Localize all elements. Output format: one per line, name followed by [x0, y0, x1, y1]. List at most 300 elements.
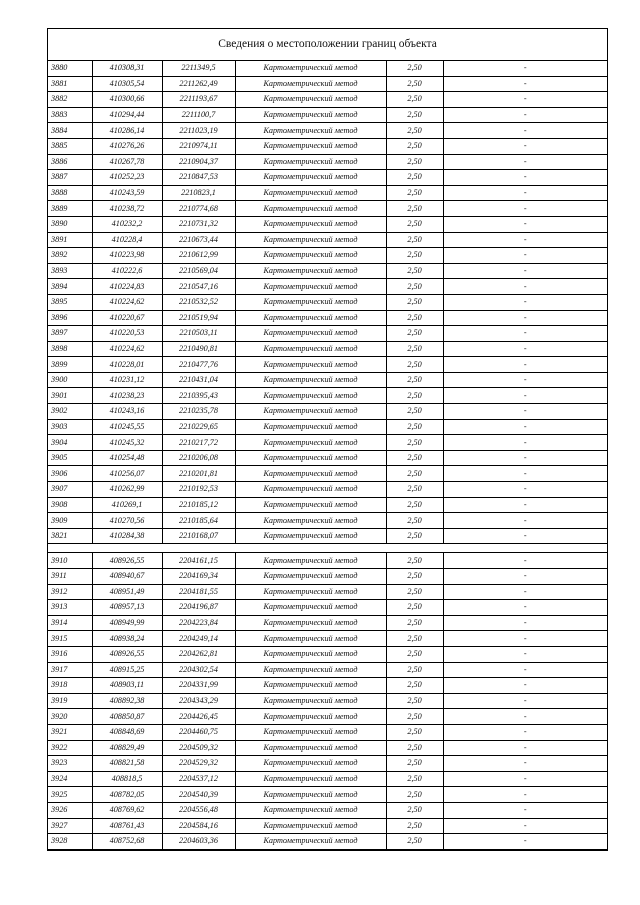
table-row [48, 201, 607, 217]
x-coordinate-cell: 410224,62 [92, 341, 162, 357]
method-cell: Картометрический метод [235, 724, 386, 740]
point-number-cell: 3905 [48, 450, 92, 466]
point-number-cell: 3924 [48, 771, 92, 787]
precision-cell: 2,50 [386, 435, 443, 451]
point-number-cell: 3889 [48, 201, 92, 217]
description-cell: - [443, 92, 607, 108]
table-row [48, 724, 607, 740]
y-coordinate-cell: 2204529,32 [162, 756, 235, 772]
point-number-cell: 3886 [48, 154, 92, 170]
precision-cell: 2,50 [386, 123, 443, 139]
point-number-cell: 3902 [48, 404, 92, 420]
method-cell: Картометрический метод [235, 787, 386, 803]
precision-cell: 2,50 [386, 740, 443, 756]
precision-cell: 2,50 [386, 357, 443, 373]
point-number-cell: 3911 [48, 569, 92, 585]
y-coordinate-cell: 2204161,15 [162, 553, 235, 569]
table-row [48, 600, 607, 616]
description-cell: - [443, 388, 607, 404]
x-coordinate-cell: 408949,99 [92, 615, 162, 631]
y-coordinate-cell: 2204509,32 [162, 740, 235, 756]
method-cell: Картометрический метод [235, 185, 386, 201]
x-coordinate-cell: 410243,59 [92, 185, 162, 201]
point-number-cell: 3882 [48, 92, 92, 108]
table-title: Сведения о местоположении границ объекта [48, 29, 607, 61]
method-cell: Картометрический метод [235, 662, 386, 678]
description-cell: - [443, 294, 607, 310]
precision-cell: 2,50 [386, 497, 443, 513]
method-cell: Картометрический метод [235, 771, 386, 787]
point-number-cell: 3919 [48, 693, 92, 709]
precision-cell: 2,50 [386, 528, 443, 544]
point-number-cell: 3880 [48, 61, 92, 76]
point-number-cell: 3920 [48, 709, 92, 725]
precision-cell: 2,50 [386, 615, 443, 631]
table-row [48, 787, 607, 803]
x-coordinate-cell: 410238,72 [92, 201, 162, 217]
description-cell: - [443, 834, 607, 850]
precision-cell: 2,50 [386, 76, 443, 92]
table-row [48, 419, 607, 435]
precision-cell: 2,50 [386, 232, 443, 248]
point-number-cell: 3821 [48, 528, 92, 544]
table-row [48, 404, 607, 420]
boundary-coordinates-sheet [47, 28, 608, 851]
description-cell: - [443, 326, 607, 342]
method-cell: Картометрический метод [235, 584, 386, 600]
precision-cell: 2,50 [386, 294, 443, 310]
x-coordinate-cell: 410256,07 [92, 466, 162, 482]
y-coordinate-cell: 2204537,12 [162, 771, 235, 787]
x-coordinate-cell: 410276,26 [92, 138, 162, 154]
precision-cell: 2,50 [386, 216, 443, 232]
description-cell: - [443, 232, 607, 248]
table-row [48, 107, 607, 123]
x-coordinate-cell: 408940,67 [92, 569, 162, 585]
description-cell: - [443, 631, 607, 647]
point-number-cell: 3903 [48, 419, 92, 435]
x-coordinate-cell: 408957,13 [92, 600, 162, 616]
table-row [48, 61, 607, 76]
x-coordinate-cell: 408938,24 [92, 631, 162, 647]
description-cell: - [443, 341, 607, 357]
table-row [48, 294, 607, 310]
precision-cell: 2,50 [386, 248, 443, 264]
precision-cell: 2,50 [386, 756, 443, 772]
y-coordinate-cell: 2210395,43 [162, 388, 235, 404]
method-cell: Картометрический метод [235, 154, 386, 170]
description-cell: - [443, 138, 607, 154]
description-cell: - [443, 600, 607, 616]
y-coordinate-cell: 2210192,53 [162, 482, 235, 498]
table-row [48, 341, 607, 357]
method-cell: Картометрический метод [235, 497, 386, 513]
precision-cell: 2,50 [386, 553, 443, 569]
point-number-cell: 3914 [48, 615, 92, 631]
y-coordinate-cell: 2210774,68 [162, 201, 235, 217]
description-cell: - [443, 216, 607, 232]
x-coordinate-cell: 410305,54 [92, 76, 162, 92]
table-row [48, 232, 607, 248]
y-coordinate-cell: 2204302,54 [162, 662, 235, 678]
x-coordinate-cell: 408848,69 [92, 724, 162, 740]
description-cell: - [443, 357, 607, 373]
precision-cell: 2,50 [386, 419, 443, 435]
table-row [48, 553, 607, 569]
method-cell: Картометрический метод [235, 201, 386, 217]
method-cell: Картометрический метод [235, 802, 386, 818]
method-cell: Картометрический метод [235, 404, 386, 420]
y-coordinate-cell: 2210477,76 [162, 357, 235, 373]
method-cell: Картометрический метод [235, 170, 386, 186]
method-cell: Картометрический метод [235, 600, 386, 616]
point-number-cell: 3908 [48, 497, 92, 513]
block-separator-row [48, 544, 607, 553]
precision-cell: 2,50 [386, 513, 443, 529]
table-row [48, 76, 607, 92]
description-cell: - [443, 662, 607, 678]
x-coordinate-cell: 410245,32 [92, 435, 162, 451]
y-coordinate-cell: 2210201,81 [162, 466, 235, 482]
point-number-cell: 3918 [48, 678, 92, 694]
point-number-cell: 3895 [48, 294, 92, 310]
method-cell: Картометрический метод [235, 740, 386, 756]
point-number-cell: 3898 [48, 341, 92, 357]
precision-cell: 2,50 [386, 818, 443, 834]
table-row [48, 326, 607, 342]
precision-cell: 2,50 [386, 569, 443, 585]
precision-cell: 2,50 [386, 787, 443, 803]
method-cell: Картометрический метод [235, 513, 386, 529]
method-cell: Картометрический метод [235, 232, 386, 248]
table-row [48, 482, 607, 498]
table-row [48, 388, 607, 404]
y-coordinate-cell: 2210431,04 [162, 372, 235, 388]
x-coordinate-cell: 408769,62 [92, 802, 162, 818]
point-number-cell: 3906 [48, 466, 92, 482]
y-coordinate-cell: 2210185,64 [162, 513, 235, 529]
y-coordinate-cell: 2204460,75 [162, 724, 235, 740]
y-coordinate-cell: 2204343,29 [162, 693, 235, 709]
table-row [48, 615, 607, 631]
point-number-cell: 3891 [48, 232, 92, 248]
method-cell: Картометрический метод [235, 435, 386, 451]
method-cell: Картометрический метод [235, 372, 386, 388]
x-coordinate-cell: 408951,49 [92, 584, 162, 600]
method-cell: Картометрический метод [235, 263, 386, 279]
table-row [48, 818, 607, 834]
table-row [48, 834, 607, 850]
description-cell: - [443, 740, 607, 756]
point-number-cell: 3917 [48, 662, 92, 678]
x-coordinate-cell: 410252,23 [92, 170, 162, 186]
method-cell: Картометрический метод [235, 248, 386, 264]
point-number-cell: 3894 [48, 279, 92, 295]
description-cell: - [443, 435, 607, 451]
description-cell: - [443, 497, 607, 513]
description-cell: - [443, 569, 607, 585]
point-number-cell: 3923 [48, 756, 92, 772]
method-cell: Картометрический метод [235, 138, 386, 154]
point-number-cell: 3884 [48, 123, 92, 139]
y-coordinate-cell: 2210547,16 [162, 279, 235, 295]
description-cell: - [443, 615, 607, 631]
precision-cell: 2,50 [386, 263, 443, 279]
point-number-cell: 3892 [48, 248, 92, 264]
description-cell: - [443, 693, 607, 709]
y-coordinate-cell: 2210168,07 [162, 528, 235, 544]
description-cell: - [443, 482, 607, 498]
precision-cell: 2,50 [386, 154, 443, 170]
method-cell: Картометрический метод [235, 450, 386, 466]
point-number-cell: 3883 [48, 107, 92, 123]
y-coordinate-cell: 2210904,37 [162, 154, 235, 170]
precision-cell: 2,50 [386, 631, 443, 647]
y-coordinate-cell: 2210974,11 [162, 138, 235, 154]
precision-cell: 2,50 [386, 326, 443, 342]
description-cell: - [443, 372, 607, 388]
x-coordinate-cell: 410228,4 [92, 232, 162, 248]
x-coordinate-cell: 408926,55 [92, 646, 162, 662]
precision-cell: 2,50 [386, 310, 443, 326]
x-coordinate-cell: 408782,05 [92, 787, 162, 803]
table-row [48, 170, 607, 186]
point-number-cell: 3885 [48, 138, 92, 154]
x-coordinate-cell: 408821,58 [92, 756, 162, 772]
y-coordinate-cell: 2204169,34 [162, 569, 235, 585]
table-row [48, 513, 607, 529]
precision-cell: 2,50 [386, 170, 443, 186]
x-coordinate-cell: 410243,16 [92, 404, 162, 420]
y-coordinate-cell: 2204249,14 [162, 631, 235, 647]
x-coordinate-cell: 408829,49 [92, 740, 162, 756]
method-cell: Картометрический метод [235, 419, 386, 435]
y-coordinate-cell: 2210569,04 [162, 263, 235, 279]
table-row [48, 357, 607, 373]
description-cell: - [443, 201, 607, 217]
y-coordinate-cell: 2204223,84 [162, 615, 235, 631]
y-coordinate-cell: 2210673,44 [162, 232, 235, 248]
y-coordinate-cell: 2204331,99 [162, 678, 235, 694]
description-cell: - [443, 678, 607, 694]
method-cell: Картометрический метод [235, 553, 386, 569]
precision-cell: 2,50 [386, 138, 443, 154]
precision-cell: 2,50 [386, 482, 443, 498]
x-coordinate-cell: 410220,67 [92, 310, 162, 326]
method-cell: Картометрический метод [235, 279, 386, 295]
x-coordinate-cell: 408892,38 [92, 693, 162, 709]
method-cell: Картометрический метод [235, 693, 386, 709]
description-cell: - [443, 404, 607, 420]
point-number-cell: 3912 [48, 584, 92, 600]
method-cell: Картометрический метод [235, 310, 386, 326]
description-cell: - [443, 724, 607, 740]
method-cell: Картометрический метод [235, 107, 386, 123]
precision-cell: 2,50 [386, 404, 443, 420]
precision-cell: 2,50 [386, 341, 443, 357]
x-coordinate-cell: 410245,55 [92, 419, 162, 435]
point-number-cell: 3913 [48, 600, 92, 616]
precision-cell: 2,50 [386, 771, 443, 787]
y-coordinate-cell: 2204181,55 [162, 584, 235, 600]
precision-cell: 2,50 [386, 600, 443, 616]
y-coordinate-cell: 2211349,5 [162, 61, 235, 76]
table-row [48, 662, 607, 678]
table-row [48, 138, 607, 154]
y-coordinate-cell: 2204262,81 [162, 646, 235, 662]
table-row [48, 123, 607, 139]
description-cell: - [443, 419, 607, 435]
precision-cell: 2,50 [386, 107, 443, 123]
y-coordinate-cell: 2211193,67 [162, 92, 235, 108]
x-coordinate-cell: 410223,98 [92, 248, 162, 264]
method-cell: Картометрический метод [235, 709, 386, 725]
x-coordinate-cell: 410269,1 [92, 497, 162, 513]
method-cell: Картометрический метод [235, 76, 386, 92]
method-cell: Картометрический метод [235, 631, 386, 647]
table-row [48, 216, 607, 232]
method-cell: Картометрический метод [235, 326, 386, 342]
y-coordinate-cell: 2210731,32 [162, 216, 235, 232]
precision-cell: 2,50 [386, 388, 443, 404]
table-row [48, 466, 607, 482]
x-coordinate-cell: 410231,12 [92, 372, 162, 388]
description-cell: - [443, 818, 607, 834]
y-coordinate-cell: 2204556,48 [162, 802, 235, 818]
method-cell: Картометрический метод [235, 357, 386, 373]
precision-cell: 2,50 [386, 61, 443, 76]
y-coordinate-cell: 2210185,12 [162, 497, 235, 513]
coordinates-table-body [48, 61, 607, 849]
y-coordinate-cell: 2210490,81 [162, 341, 235, 357]
table-row [48, 569, 607, 585]
y-coordinate-cell: 2204603,36 [162, 834, 235, 850]
description-cell: - [443, 513, 607, 529]
description-cell: - [443, 279, 607, 295]
description-cell: - [443, 310, 607, 326]
method-cell: Картометрический метод [235, 646, 386, 662]
x-coordinate-cell: 410228,01 [92, 357, 162, 373]
x-coordinate-cell: 408818,5 [92, 771, 162, 787]
description-cell: - [443, 154, 607, 170]
x-coordinate-cell: 410308,31 [92, 61, 162, 76]
description-cell: - [443, 787, 607, 803]
y-coordinate-cell: 2210823,1 [162, 185, 235, 201]
y-coordinate-cell: 2210847,53 [162, 170, 235, 186]
table-row [48, 279, 607, 295]
point-number-cell: 3916 [48, 646, 92, 662]
table-row [48, 631, 607, 647]
y-coordinate-cell: 2204540,39 [162, 787, 235, 803]
table-row [48, 802, 607, 818]
table-row [48, 372, 607, 388]
method-cell: Картометрический метод [235, 123, 386, 139]
x-coordinate-cell: 410286,14 [92, 123, 162, 139]
y-coordinate-cell: 2210206,08 [162, 450, 235, 466]
x-coordinate-cell: 410232,2 [92, 216, 162, 232]
precision-cell: 2,50 [386, 450, 443, 466]
precision-cell: 2,50 [386, 279, 443, 295]
x-coordinate-cell: 410267,78 [92, 154, 162, 170]
point-number-cell: 3927 [48, 818, 92, 834]
y-coordinate-cell: 2210229,65 [162, 419, 235, 435]
point-number-cell: 3922 [48, 740, 92, 756]
y-coordinate-cell: 2210532,52 [162, 294, 235, 310]
y-coordinate-cell: 2211023,19 [162, 123, 235, 139]
description-cell: - [443, 263, 607, 279]
method-cell: Картометрический метод [235, 341, 386, 357]
point-number-cell: 3925 [48, 787, 92, 803]
point-number-cell: 3899 [48, 357, 92, 373]
method-cell: Картометрический метод [235, 61, 386, 76]
precision-cell: 2,50 [386, 372, 443, 388]
description-cell: - [443, 756, 607, 772]
description-cell: - [443, 802, 607, 818]
x-coordinate-cell: 410284,38 [92, 528, 162, 544]
table-row [48, 435, 607, 451]
y-coordinate-cell: 2210519,94 [162, 310, 235, 326]
method-cell: Картометрический метод [235, 615, 386, 631]
x-coordinate-cell: 408926,55 [92, 553, 162, 569]
table-row [48, 154, 607, 170]
y-coordinate-cell: 2210612,99 [162, 248, 235, 264]
table-row [48, 450, 607, 466]
precision-cell: 2,50 [386, 709, 443, 725]
table-row [48, 709, 607, 725]
table-row [48, 185, 607, 201]
table-row [48, 263, 607, 279]
description-cell: - [443, 466, 607, 482]
x-coordinate-cell: 410262,99 [92, 482, 162, 498]
table-row [48, 497, 607, 513]
precision-cell: 2,50 [386, 834, 443, 850]
table-row [48, 310, 607, 326]
x-coordinate-cell: 408903,11 [92, 678, 162, 694]
y-coordinate-cell: 2210217,72 [162, 435, 235, 451]
point-number-cell: 3909 [48, 513, 92, 529]
y-coordinate-cell: 2204426,45 [162, 709, 235, 725]
x-coordinate-cell: 410238,23 [92, 388, 162, 404]
x-coordinate-cell: 410220,53 [92, 326, 162, 342]
x-coordinate-cell: 410224,62 [92, 294, 162, 310]
y-coordinate-cell: 2211100,7 [162, 107, 235, 123]
table-row [48, 528, 607, 544]
method-cell: Картометрический метод [235, 388, 386, 404]
description-cell: - [443, 709, 607, 725]
precision-cell: 2,50 [386, 201, 443, 217]
precision-cell: 2,50 [386, 466, 443, 482]
point-number-cell: 3907 [48, 482, 92, 498]
y-coordinate-cell: 2210503,11 [162, 326, 235, 342]
table-row [48, 92, 607, 108]
point-number-cell: 3881 [48, 76, 92, 92]
point-number-cell: 3887 [48, 170, 92, 186]
x-coordinate-cell: 408915,25 [92, 662, 162, 678]
method-cell: Картометрический метод [235, 756, 386, 772]
x-coordinate-cell: 410270,56 [92, 513, 162, 529]
method-cell: Картометрический метод [235, 528, 386, 544]
coordinates-table [48, 61, 607, 850]
point-number-cell: 3888 [48, 185, 92, 201]
method-cell: Картометрический метод [235, 818, 386, 834]
x-coordinate-cell: 408850,87 [92, 709, 162, 725]
method-cell: Картометрический метод [235, 569, 386, 585]
method-cell: Картометрический метод [235, 92, 386, 108]
method-cell: Картометрический метод [235, 294, 386, 310]
description-cell: - [443, 771, 607, 787]
point-number-cell: 3921 [48, 724, 92, 740]
point-number-cell: 3897 [48, 326, 92, 342]
